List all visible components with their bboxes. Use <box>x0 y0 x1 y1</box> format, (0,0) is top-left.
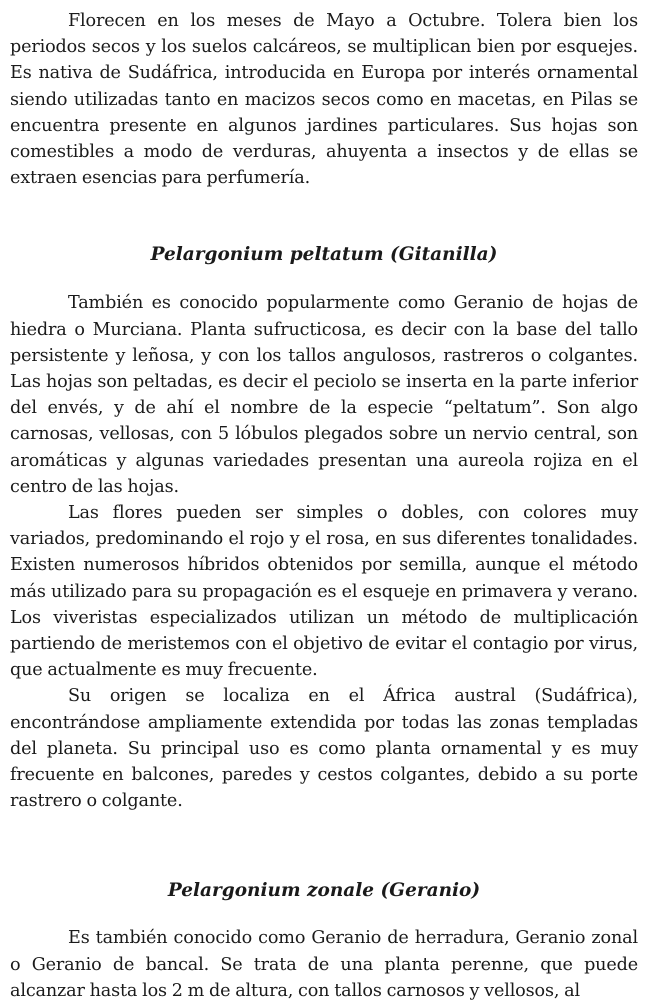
peltatum-paragraph-1: También es conocido popularmente como Geranio de hojas de hiedra o Murciana. Planta sufructicosa, es decir con la base del tallo persistente y leñosa, y con los tallos angulosos, rastreros o colgantes. Las hojas son peltadas, es decir el peciolo se inserta en la parte inferior del envés, y de ahí el nombre de la especie “peltatum”. Son algo carnosas, vellosas, con 5 lóbulos plegados sobre un nervio central, son aromáticas y algunas variedades presentan una aureola rojiza en el centro de las hojas. <box>10 293 638 497</box>
zonale-paragraph-1: Es también conocido como Geranio de herradura, Geranio zonal o Geranio de bancal. Se trata de una planta perenne, que puede alcanzar hasta los 2 m de altura, con tallos carnosos y vellosos, al <box>10 928 638 1001</box>
peltatum-paragraph-2: Las flores pueden ser simples o dobles, con colores muy variados, predominando el rojo y el rosa, en sus diferentes tonalidades. Existen numerosos híbridos obtenidos por semilla, aunque el método más utilizado para su propagación es el esqueje en primavera y verano. Los viveristas especializados utilizan un método de multiplicación partiendo de meristemos con el objetivo de evitar el contagio por virus, que actualmente es muy frecuente. <box>10 503 638 681</box>
intro-paragraph: Florecen en los meses de Mayo a Octubre. Tolera bien los periodos secos y los suelos calcáreos, se multiplican bien por esquejes. Es nativa de Sudáfrica, introducida en Europa por interés ornamental siendo utilizadas tanto en macizos secos como en macetas, en Pilas se encuentra presente en algunos jardines particulares. Sus hojas son comestibles a modo de verduras, ahuyenta a insectos y de ellas se extraen esencias para perfumería. <box>10 11 638 189</box>
section-heading-zonale: Pelargonium zonale (Geranio) <box>167 880 481 902</box>
document-page <box>10 8 638 1004</box>
peltatum-paragraph-3: Su origen se localiza en el África austral (Sudáfrica), encontrándose ampliamente extendida por todas las zonas templadas del planeta. Su principal uso es como planta ornamental y es muy frecuente en balcones, paredes y cestos colgantes, debido a su porte rastrero o colgante. <box>10 686 638 812</box>
section-heading-peltatum: Pelargonium peltatum (Gitanilla) <box>150 244 498 266</box>
